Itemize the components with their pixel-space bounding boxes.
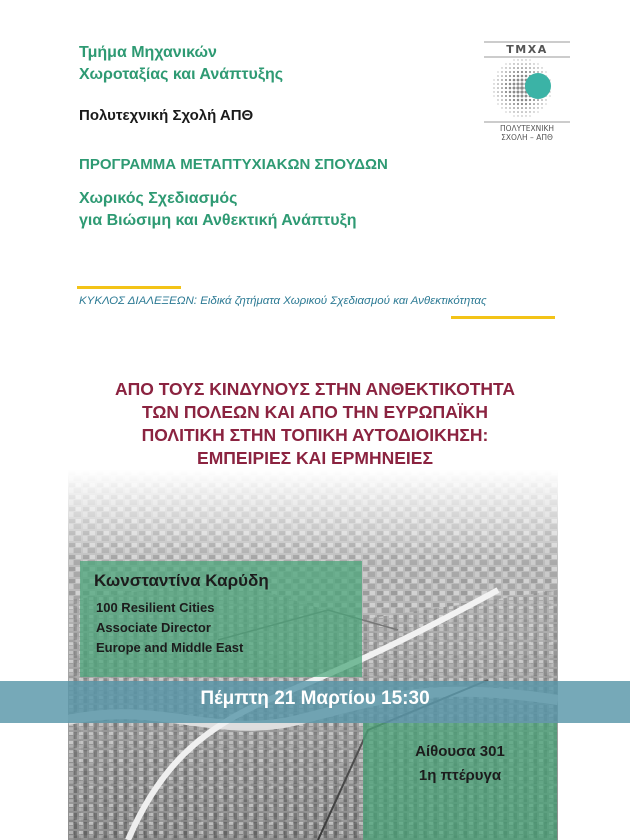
title-line-1: ΑΠΟ ΤΟΥΣ ΚΙΝΔΥΝΟΥΣ ΣΤΗΝ ΑΝΘΕΚΤΙΚΟΤΗΤΑ [114,379,516,399]
program-name: ΠΡΟΓΡΑΜΜΑ ΜΕΤΑΠΤΥΧΙΑΚΩΝ ΣΠΟΥΔΩΝ [79,156,388,173]
yellow-rule-top [77,286,181,289]
specialty-name [79,188,357,232]
department-name [79,42,283,86]
lecture-series-text: Ειδικά ζητήματα Χωρικού Σχεδιασμού και Ανθεκτικότητας [200,295,487,307]
event-datetime: Πέμπτη 21 Μαρτίου 15:30 [200,688,430,709]
logo-bottom-line-2: ΣΧΟΛΗ – ΑΠΘ [501,133,553,142]
event-location [363,740,557,788]
logo-teal-circle [525,73,551,99]
speaker-organization: 100 Resilient Cities [96,600,215,615]
title-line-2: ΤΩΝ ΠΟΛΕΩΝ ΚΑΙ ΑΠΟ ΤΗΝ ΕΥΡΩΠΑΪΚΗ [142,402,488,422]
yellow-rule-bottom [451,316,555,319]
school-name: Πολυτεχνική Σχολή ΑΠΘ [79,107,254,124]
department-line-1: Τμήμα Μηχανικών [79,44,217,61]
title-line-4: ΕΜΠΕΙΡΙΕΣ ΚΑΙ ΕΡΜΗΝΕΙΕΣ [197,448,433,468]
lecture-title [40,378,590,470]
title-line-3: ΠΟΛΙΤΙΚΗ ΣΤΗΝ ΤΟΠΙΚΗ ΑΥΤΟΔΙΟΙΚΗΣΗ: [141,425,489,445]
tmxa-logo [478,38,576,144]
speaker-details [96,598,243,658]
specialty-line-1: Χωρικός Σχεδιασμός [79,190,238,207]
lecture-series [79,295,487,307]
specialty-line-2: για Βιώσιμη και Ανθεκτική Ανάπτυξη [79,212,357,229]
speaker-role: Associate Director [96,620,211,635]
event-room: Αίθουσα 301 [415,743,505,760]
logo-top-text: ΤΜΧΑ [506,43,548,56]
logo-bottom-line-1: ΠΟΛΥΤΕΧΝΙΚΗ [499,124,555,133]
speaker-region: Europe and Middle East [96,640,244,655]
speaker-name: Κωνσταντίνα Καρύδη [94,571,269,590]
event-wing: 1η πτέρυγα [418,767,502,784]
lecture-series-label: ΚΥΚΛΟΣ ΔΙΑΛΕΞΕΩΝ: [79,295,197,307]
department-line-2: Χωροταξίας και Ανάπτυξης [79,66,284,83]
